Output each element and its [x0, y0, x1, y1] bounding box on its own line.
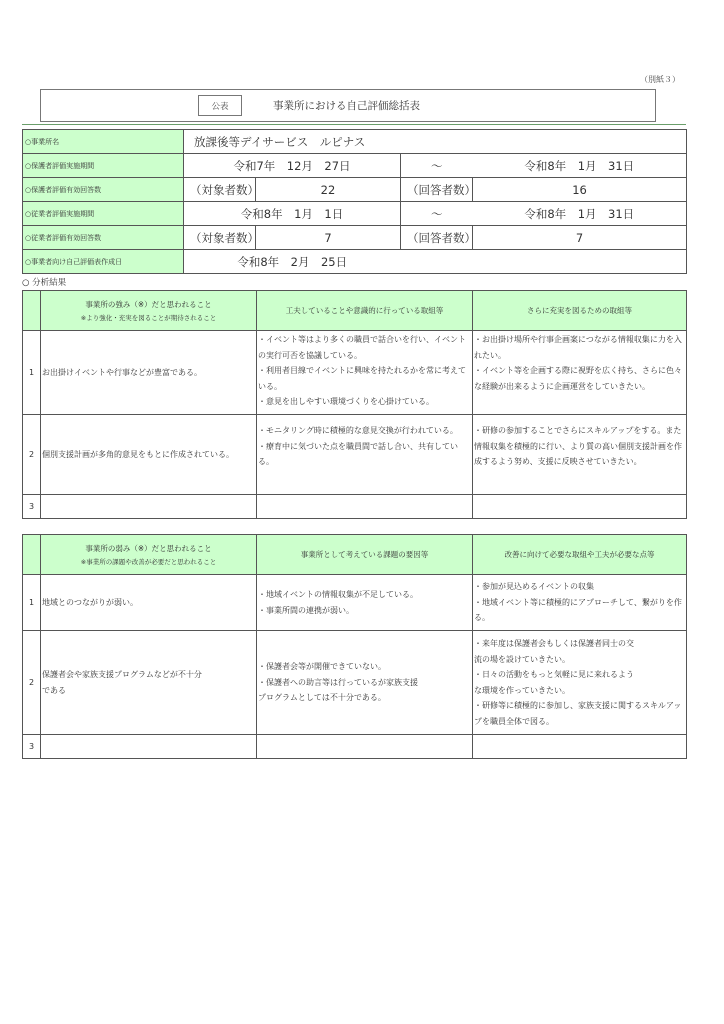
weaknesses-header-item [41, 535, 257, 575]
row-staff-counts [23, 226, 687, 250]
strengths-header-main: 事業所の強み（※）だと思われること [85, 300, 212, 309]
guardian-period-start: 令和7年 12月 27日 [184, 154, 401, 178]
strengths-header-efforts: 工夫していることや意識的に行っている取組等 [257, 291, 473, 331]
weakness-improve: ・参加が見込めるイベントの収集 ・地域イベント等に積極的にアプローチして、繋がりを作る。 [473, 575, 687, 631]
weakness-causes: ・地域イベントの情報収集が不足している。 ・事業所間の連携が弱い。 [257, 575, 473, 631]
annex-label: （別紙３） [640, 75, 680, 84]
guardian-counts-label: ○保護者評価有効回答数 [23, 178, 184, 202]
weaknesses-table [22, 534, 687, 759]
weakness-item: 地域とのつながりが弱い。 [41, 575, 257, 631]
table-row [23, 631, 687, 735]
weakness-item: 保護者会や家族支援プログラムなどが不十分 である [41, 631, 257, 735]
office-name-value: 放課後等デイサービス ルピナス [184, 130, 687, 154]
staff-resp-value: 7 [473, 226, 687, 250]
strength-efforts: ・モニタリング時に積極的な意見交換が行われている。 ・療育中に気づいた点を職員間で話し合い、共有している。 [257, 415, 473, 495]
created-date-value: 令和8年 2月 25日 [184, 250, 401, 274]
strength-item: 個別支援計画が多角的意見をもとに作成されている。 [41, 415, 257, 495]
strength-item [41, 495, 257, 519]
guardian-period-separator: ～ [401, 154, 473, 178]
weaknesses-header-main: 事業所の弱み（※）だと思われること [85, 544, 212, 553]
strength-efforts [257, 495, 473, 519]
row-staff-period [23, 202, 687, 226]
staff-period-start: 令和8年 1月 1日 [184, 202, 401, 226]
staff-counts-label: ○従業者評価有効回答数 [23, 226, 184, 250]
weaknesses-header-sub: ※事業所の課題や改善が必要だと思われること [80, 558, 217, 566]
analysis-section-label: ○ 分析結果 [22, 278, 67, 288]
page-title: 事業所における自己評価総括表 [273, 100, 420, 112]
title-box [40, 89, 656, 122]
weakness-improve: ・来年度は保護者会もしくは保護者同士の交 流の場を設けていきたい。 ・日々の活動をもっと気軽に見に来れるよう な環境を作っていきたい。 ・研修等に積極的に参加し、家族支援に関するスキルアップを職員全体で図る。 [473, 631, 687, 735]
row-number: 2 [23, 415, 41, 495]
row-number: 1 [23, 575, 41, 631]
guardian-target-label: （対象者数） [184, 178, 256, 202]
row-number: 3 [23, 735, 41, 759]
guardian-resp-value: 16 [473, 178, 687, 202]
guardian-period-end: 令和8年 1月 31日 [473, 154, 687, 178]
table-row [23, 331, 687, 415]
title-divider [22, 124, 686, 125]
weakness-causes: ・保護者会等が開催できていない。 ・保護者への助言等は行っているが家族支援 プログラムとしては不十分である。 [257, 631, 473, 735]
public-tag: 公表 [198, 95, 242, 116]
created-date-blank [401, 250, 687, 274]
strength-improve: ・研修の参加することでさらにスキルアップをする。また情報収集を積極的に行い、より質の高い個別支援計画を作成するよう努め、支援に反映させていきたい。 [473, 415, 687, 495]
strengths-header-improve: さらに充実を図るための取組等 [473, 291, 687, 331]
row-number: 3 [23, 495, 41, 519]
guardian-resp-label: （回答者数） [401, 178, 473, 202]
table-row [23, 495, 687, 519]
strengths-table [22, 290, 687, 519]
weaknesses-header-improve: 改善に向けて必要な取組や工夫が必要な点等 [473, 535, 687, 575]
weaknesses-header-causes: 事業所として考えている課題の要因等 [257, 535, 473, 575]
table-row [23, 735, 687, 759]
row-office-name [23, 130, 687, 154]
table-row [23, 575, 687, 631]
strengths-header-row [23, 291, 687, 331]
staff-target-value: 7 [256, 226, 401, 250]
staff-period-end: 令和8年 1月 31日 [473, 202, 687, 226]
weaknesses-header-num [23, 535, 41, 575]
table-row [23, 415, 687, 495]
staff-resp-label: （回答者数） [401, 226, 473, 250]
row-number: 1 [23, 331, 41, 415]
office-info-table [22, 129, 687, 274]
weakness-improve [473, 735, 687, 759]
office-name-label: ○事業所名 [23, 130, 184, 154]
strengths-header-item [41, 291, 257, 331]
staff-period-separator: ～ [401, 202, 473, 226]
row-number: 2 [23, 631, 41, 735]
strength-improve [473, 495, 687, 519]
staff-period-label: ○従業者評価実施期間 [23, 202, 184, 226]
strength-improve: ・お出掛け場所や行事企画案につながる情報収集に力を入れたい。 ・イベント等を企画する際に視野を広く持ち、さらに色々な経験が出来るように企画運営をしていきたい。 [473, 331, 687, 415]
row-guardian-period [23, 154, 687, 178]
strengths-header-num [23, 291, 41, 331]
strengths-header-sub: ※より強化・充実を図ることが期待されること [80, 314, 217, 322]
guardian-period-label: ○保護者評価実施期間 [23, 154, 184, 178]
weakness-causes [257, 735, 473, 759]
strength-efforts: ・イベント等はより多くの職員で話合いを行い、イベントの実行可否を協議している。 ・利用者目線でイベントに興味を持たれるかを常に考えている。 ・意見を出しやすい環境づくりを心掛けている。 [257, 331, 473, 415]
created-date-label: ○事業者向け自己評価表作成日 [23, 250, 184, 274]
guardian-target-value: 22 [256, 178, 401, 202]
strength-item: お出掛けイベントや行事などが豊富である。 [41, 331, 257, 415]
weaknesses-header-row [23, 535, 687, 575]
staff-target-label: （対象者数） [184, 226, 256, 250]
row-guardian-counts [23, 178, 687, 202]
row-created-date [23, 250, 687, 274]
weakness-item [41, 735, 257, 759]
